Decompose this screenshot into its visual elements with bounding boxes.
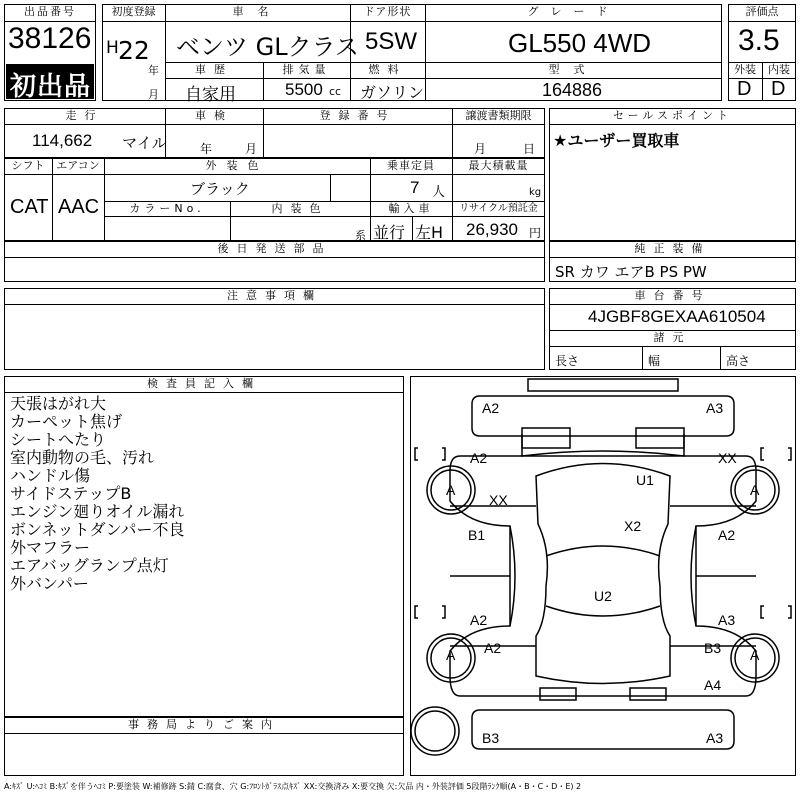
transfer-docs-label: 譲渡書類期限 [465, 109, 532, 122]
genuine-equipment: SR カワ エアB PS PW [555, 263, 707, 281]
model-label: 型式 [548, 63, 599, 76]
displacement-label: 排気量 [282, 63, 331, 76]
spare-tire [411, 707, 459, 755]
inspector-note: 外マフラー [10, 538, 91, 557]
inspector-note: エアバッグランプ点灯 [10, 556, 169, 575]
car-diagram [410, 376, 796, 776]
sales-point-label: セールスポイント [612, 109, 732, 122]
recycle-unit: 円 [529, 226, 542, 240]
inspector-note: カーペット焦げ [10, 412, 123, 431]
roof-outline [536, 464, 670, 684]
interior-label: 内装 [768, 63, 790, 76]
import-suffix: 系 [355, 229, 366, 242]
mark-right-quarter: B3 [704, 640, 722, 656]
mark-front-bumper-left: A2 [482, 400, 500, 416]
genuine-equipment-label: 純正装備 [634, 242, 711, 255]
inspector-note: サイドステップB [10, 484, 132, 503]
transfer-day: 日 [523, 142, 536, 156]
inspection-label: 車検 [195, 109, 233, 122]
inspector-note: ボンネットダンパー不良 [10, 520, 185, 539]
first-listing-text: 初出品 [10, 72, 92, 102]
mark-right-door: A2 [718, 527, 736, 543]
mark-left-front-area: XX [489, 492, 508, 508]
inspector-note: 室内動物の毛、汚れ [10, 448, 155, 467]
era: H [106, 38, 119, 58]
inspector-notes [10, 395, 185, 593]
shift: CAT [10, 196, 49, 218]
import-type: 並行 [373, 223, 406, 242]
door-label: ドア形状 [363, 5, 412, 18]
shift-label: シフト [11, 159, 45, 172]
ac-label: エアコン [56, 159, 100, 172]
fuel-label: 燃料 [368, 63, 407, 76]
mark-rear-bumper-left: B3 [482, 730, 500, 746]
mileage: 114,662 [32, 131, 93, 150]
door-type: 5SW [365, 28, 418, 55]
handle-side: 左H [415, 223, 444, 242]
mark-tire-rear-right: A [750, 647, 760, 663]
reg-number-label: 登録番号 [319, 109, 396, 122]
mileage-unit: マイル [122, 134, 167, 152]
import-label: 輸入車 [388, 202, 434, 215]
mark-right-rear-door: A3 [718, 612, 736, 628]
mark-left-fender: A2 [470, 450, 488, 466]
inspector-note: エンジン廻りオイル漏れ [10, 502, 185, 521]
displacement: 5500 [285, 80, 323, 99]
damage-legend: A:ｷｽﾞ U:ﾍｺﾐ B:ｷｽﾞを伴うﾍｺﾐ P:要塗装 W:補修跡 S:錆 C:腐食、穴 G:ﾌﾛﾝﾄｶﾞﾗｽ点ｷｽﾞ XX:交換済み X:要交換 欠:欠品 内・外装評価 5段階ﾗﾝｸ順(A・B・C・D・E) 2 [4, 782, 582, 791]
recycle-fee: 26,930 [466, 220, 518, 239]
recycle-label: リサイクル預託金 [459, 203, 538, 214]
chassis-number: 4JGBF8GEXAA610504 [588, 307, 766, 326]
ac: AAC [58, 196, 100, 218]
grade: GL550 4WD [508, 28, 652, 58]
inspection-month: 月 [245, 142, 258, 156]
height-label: 高さ [726, 354, 751, 368]
history-label: 車歴 [195, 63, 233, 76]
car-name-label: 車名 [232, 5, 283, 18]
mark-tire-rear-left: A [446, 647, 456, 663]
width-label: 幅 [648, 354, 661, 368]
max-load-unit: kg [529, 187, 542, 198]
score-label: 評価点 [745, 5, 779, 18]
overall-score: 3.5 [738, 24, 780, 57]
color-no-label: カラーNo. [129, 202, 205, 215]
mark-tire-front-right: A [750, 482, 760, 498]
mark-left-door: B1 [468, 527, 486, 543]
mark-front-bumper-right: A3 [706, 400, 724, 416]
exterior-label: 外装 [734, 63, 756, 76]
seats-label: 乗車定員 [387, 159, 435, 172]
rear-bumper [472, 710, 734, 749]
sales-point: ★ユーザー買取車 [553, 131, 680, 150]
dims-label: 諸元 [653, 331, 692, 344]
lot-number-label: 出品番号 [24, 5, 76, 18]
ext-color-label: 外装色 [205, 159, 269, 172]
interior-grade: D [771, 78, 786, 100]
chassis-label: 車台番号 [634, 289, 711, 302]
mark-tire-front-left: A [446, 482, 456, 498]
lot-number: 38126 [8, 22, 92, 55]
office-label: 事務局よりご案内 [128, 718, 280, 731]
history: 自家用 [185, 85, 236, 105]
front-grille-tab [528, 379, 678, 391]
mark-roof: X2 [624, 518, 642, 534]
mark-rear-right-corner: A4 [704, 677, 722, 693]
later-parts-label: 後日発送部品 [217, 242, 332, 255]
seats-unit: 人 [432, 185, 446, 200]
int-color-label: 内装色 [271, 202, 329, 215]
inspector-note: 外バンパー [10, 574, 89, 593]
notes-label: 注意事項欄 [227, 289, 322, 302]
car-name: ベンツ GLクラス [176, 33, 359, 61]
inspector-label: 検査員記入欄 [147, 377, 261, 390]
ext-color: ブラック [190, 180, 250, 198]
inspection-year: 年 [200, 142, 213, 156]
inspector-note: ハンドル傷 [10, 466, 91, 485]
exterior-grade: D [737, 78, 752, 100]
length-label: 長さ [555, 354, 580, 368]
mark-left-quarter: A2 [484, 640, 502, 656]
model: 164886 [542, 80, 603, 100]
mark-bonnet: U1 [636, 472, 654, 488]
mark-right-fender: XX [718, 450, 737, 466]
mark-rear-bumper-right: A3 [706, 730, 724, 746]
mark-left-rear-door: A2 [470, 612, 488, 628]
max-load-label: 最大積載量 [468, 159, 529, 172]
displacement-unit: cc [329, 85, 342, 98]
year-unit: 年 [148, 64, 159, 77]
transfer-month: 月 [474, 142, 487, 156]
mark-roof-rear: U2 [594, 588, 612, 604]
first-reg-year: 22 [118, 36, 150, 65]
fuel: ガソリン [360, 83, 425, 102]
month-unit: 月 [148, 88, 159, 101]
inspector-note: シートへたり [10, 430, 107, 449]
inspector-note: 天張はがれ大 [10, 394, 107, 413]
grade-label: グレード [527, 5, 620, 18]
mileage-label: 走行 [65, 109, 104, 122]
front-bumper [472, 396, 734, 436]
first-reg-label: 初度登録 [111, 5, 156, 18]
seats: 7 [410, 178, 420, 197]
